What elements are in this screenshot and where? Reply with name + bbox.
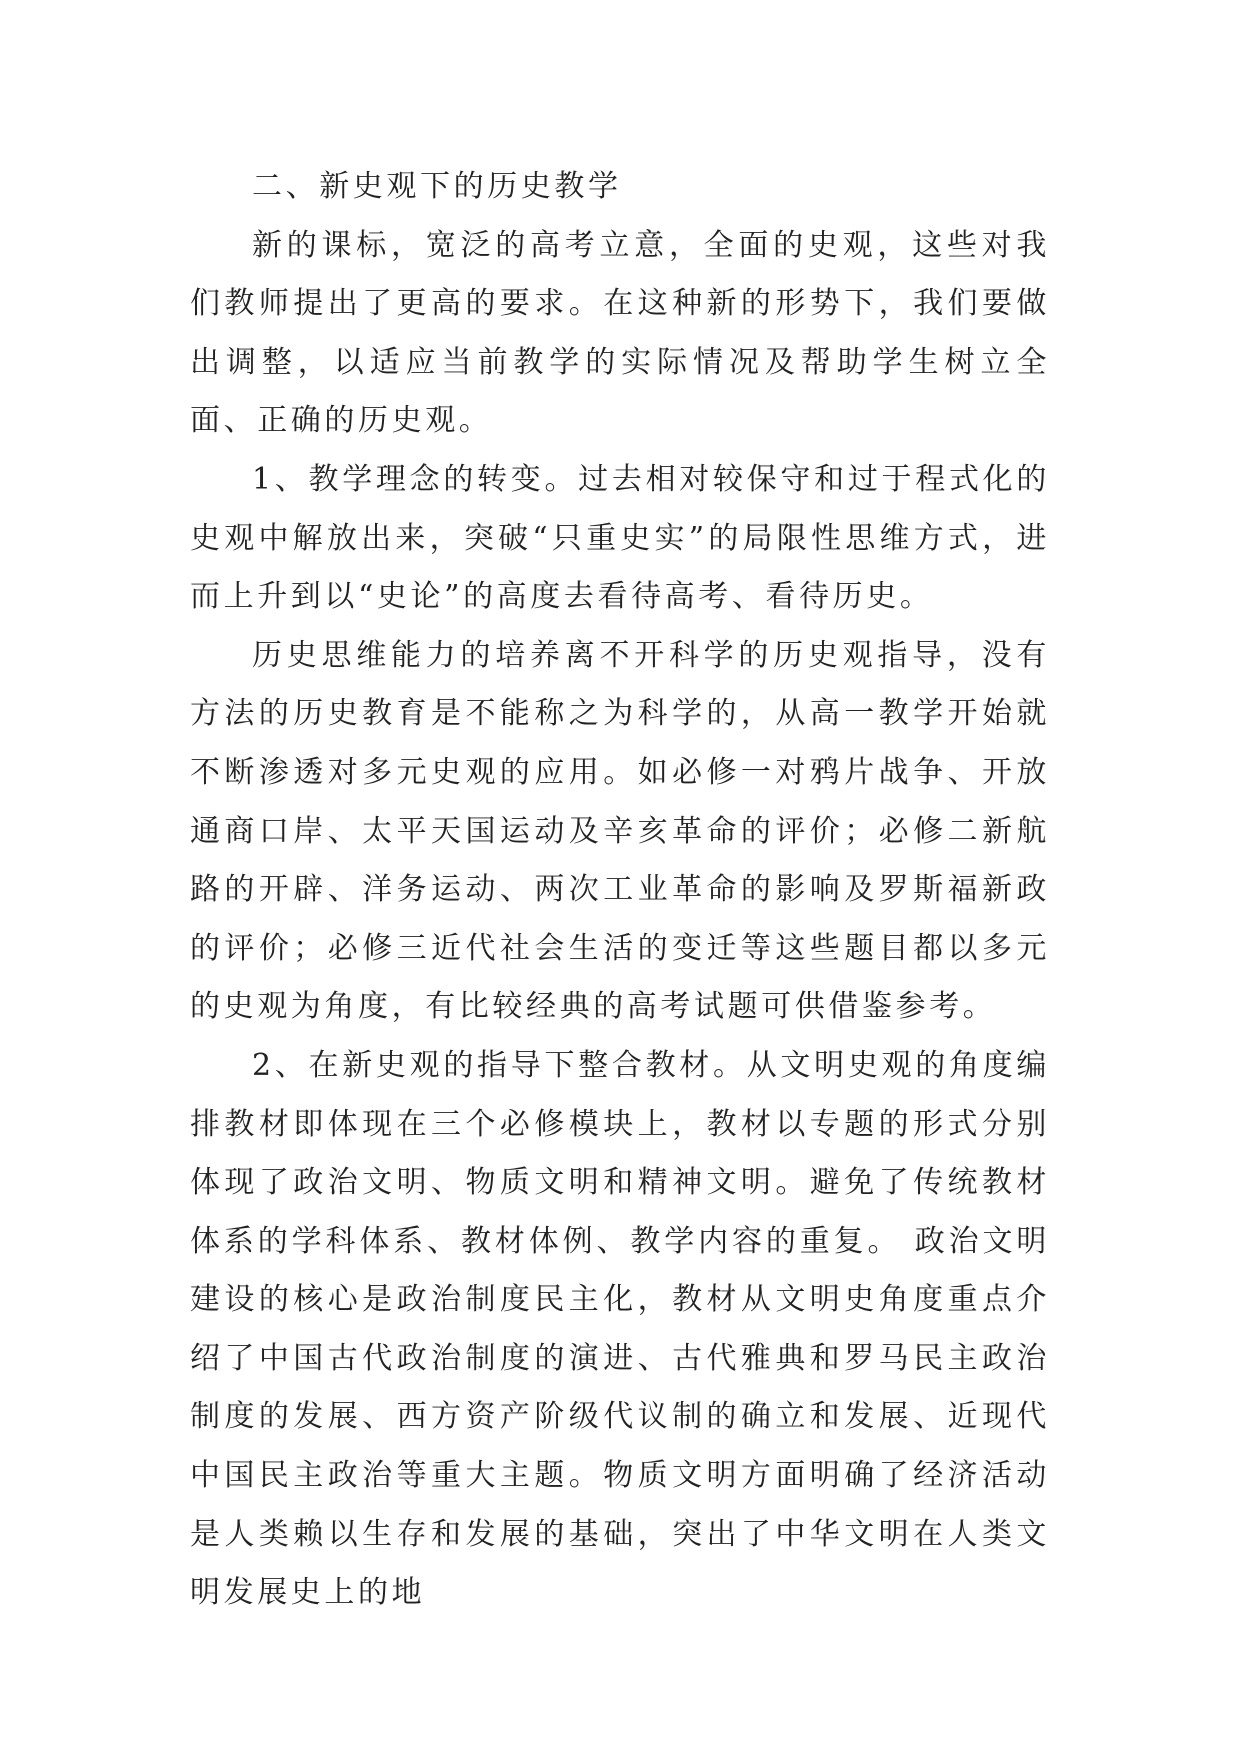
paragraph-intro: 新的课标，宽泛的高考立意，全面的史观，这些对我们教师提出了更高的要求。在这种新的形势下，我们要做出调整，以适应当前教学的实际情况及帮助学生树立全面、正确的历史观。: [190, 227, 1050, 439]
paragraph-historical-thinking: 历史思维能力的培养离不开科学的历史观指导，没有方法的历史教育是不能称之为科学的，从高一教学开始就不断渗透对多元史观的应用。如必修一对鸦片战争、开放通商口岸、太平天国运动及辛亥革命的评价；必修二新航路的开辟、洋务运动、两次工业革命的影响及罗斯福新政的评价；必修三近代社会生活的变迁等这些题目都以多元的史观为角度，有比较经典的高考试题可供借鉴参考。: [190, 637, 1050, 1025]
document-body: [190, 158, 1050, 1623]
paragraph-teaching-concept: 1、教学理念的转变。过去相对较保守和过于程式化的史观中解放出来，突破“只重史实”的局限性思维方式，进而上升到以“史论”的高度去看待高考、看待历史。: [190, 461, 1050, 615]
paragraph-textbook-integration: 2、在新史观的指导下整合教材。从文明史观的角度编排教材即体现在三个必修模块上，教材以专题的形式分别体现了政治文明、物质文明和精神文明。避免了传统教材体系的学科体系、教材体例、教学内容的重复。 政治文明建设的核心是政治制度民主化，教材从文明史角度重点介绍了中国古代政治制度的演进、古代雅典和罗马民主政治制度的发展、西方资产阶级代议制的确立和发展、近现代中国民主政治等重大主题。物质文明方面明确了经济活动是人类赖以生存和发展的基础，突出了中华文明在人类文明发展史上的地: [190, 1047, 1050, 1611]
section-heading: 二、新史观下的历史教学: [252, 169, 622, 204]
